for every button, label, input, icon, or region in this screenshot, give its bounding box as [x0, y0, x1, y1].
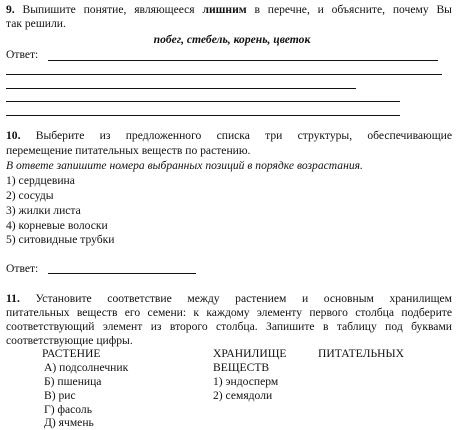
- q9-answer-line-3[interactable]: [6, 88, 356, 89]
- q9-answer-line-4[interactable]: [6, 101, 400, 102]
- q11-line4: соответствующие цифры.: [6, 334, 133, 347]
- q9-bold-word: лишним: [202, 3, 247, 16]
- q10-option-1: 1) сердцевина: [6, 174, 75, 187]
- q9-text-b: в перечне, и объясните, почему Вы: [254, 3, 452, 16]
- q10-number: 10.: [6, 129, 21, 142]
- q10-option-3: 3) жилки листа: [6, 204, 81, 217]
- q11-col2-header-a: ХРАНИЛИЩЕ: [213, 347, 287, 360]
- q10-answer-line[interactable]: [48, 273, 196, 274]
- q11-storage-2: 2) семядоли: [213, 389, 273, 402]
- q10-option-2: 2) сосуды: [6, 189, 54, 202]
- q11-line1: [6, 292, 452, 306]
- q9-line1: [6, 3, 452, 17]
- q10-option-4: 4) корневые волоски: [6, 219, 108, 232]
- q11-line3: соответствующий элемент из второго столбца. Запишите в таблицу под буквами: [6, 320, 452, 333]
- q9-answer-line-1[interactable]: [48, 60, 438, 61]
- q11-number: 11.: [6, 292, 20, 305]
- q11-plant-d: Г) фасоль: [44, 403, 92, 416]
- q10-text-1: Выберите из предложенного списка три структуры, обеспечивающие: [35, 129, 452, 142]
- q11-col2-header-b: ПИТАТЕЛЬНЫХ: [318, 347, 404, 360]
- q10-answer-label: Ответ:: [6, 262, 39, 275]
- q9-answer-label: Ответ:: [6, 48, 39, 61]
- q10-line2: перемещение питательных веществ по растению.: [6, 144, 251, 157]
- q9-text-a: Выпишите понятие, являющееся: [22, 3, 195, 16]
- q10-line1: [6, 129, 452, 143]
- q11-col1-header: РАСТЕНИЕ: [42, 347, 101, 360]
- q9-term-list: побег, стебель, корень, цветок: [153, 33, 311, 46]
- q11-plant-e: Д) ячмень: [44, 416, 94, 429]
- q10-instruction: В ответе запишите номера выбранных позиций в порядке возрастания.: [6, 159, 363, 172]
- q9-answer-line-5[interactable]: [6, 115, 400, 116]
- q11-line2: питательных веществ его семени: к каждому элементу первого столбца подберите: [6, 306, 452, 319]
- q11-plant-c: В) рис: [44, 389, 76, 402]
- q11-text-1: Установите соответствие между растением и основным хранилищем: [35, 292, 452, 305]
- q9-number: 9.: [6, 3, 15, 16]
- q11-plant-a: А) подсолнечник: [44, 361, 129, 374]
- q9-line2: так решили.: [6, 17, 66, 30]
- q9-answer-line-2[interactable]: [6, 74, 442, 75]
- q11-col2-header-c: ВЕЩЕСТВ: [213, 361, 270, 374]
- q11-plant-b: Б) пшеница: [44, 375, 102, 388]
- q10-option-5: 5) ситовидные трубки: [6, 233, 115, 246]
- q11-storage-1: 1) эндосперм: [213, 375, 279, 388]
